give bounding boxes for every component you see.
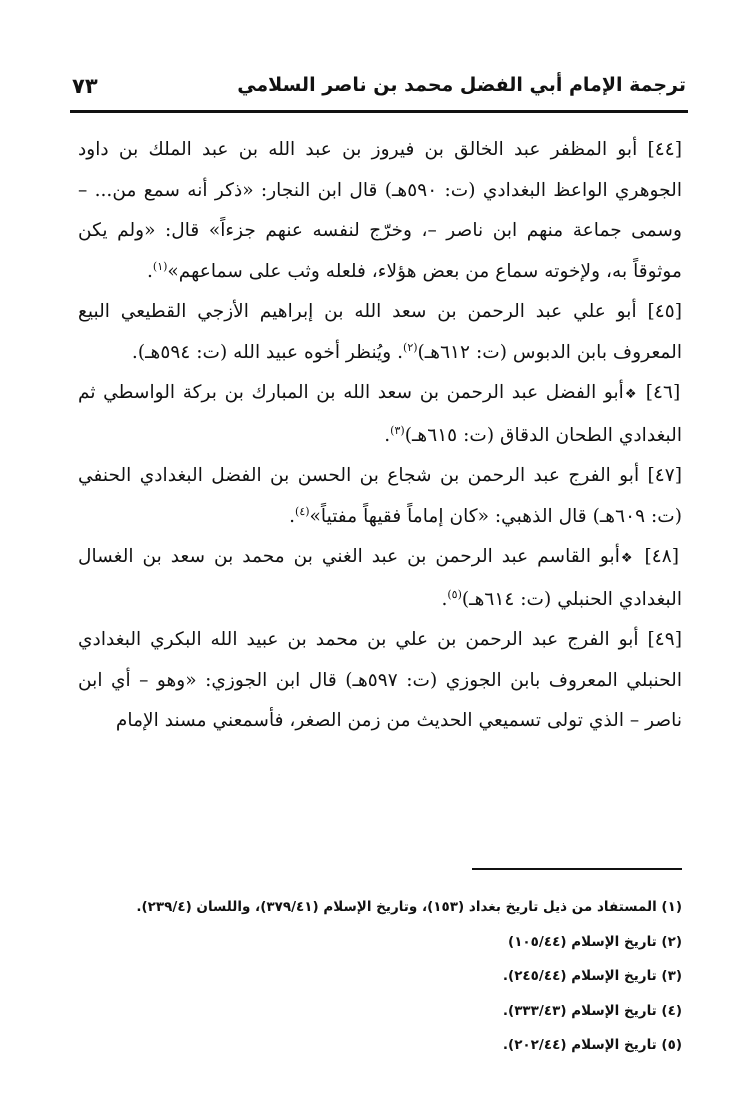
entry-text: أبو الفرج عبد الرحمن بن شجاع بن الحسن بن الفضل البغدادي الحنفي (ت: ٦٠٩هـ) قال الذهبي: «كان إماماً فقيهاً مفتياً» [78, 465, 682, 527]
entry-tail: . [146, 260, 153, 282]
entry-number: [٤٥] [647, 301, 682, 322]
footnote-ref: (٢) [403, 340, 418, 354]
footnote-separator [472, 868, 682, 870]
entry-text: أبو الفضل عبد الرحمن بن سعد الله بن المبارك بن بركة الواسطي ثم البغدادي الطحان الدقاق (ت: ٦١٥هـ) [78, 382, 682, 446]
star-marker-icon: ❖ [620, 551, 636, 566]
footnote-ref: (٣) [390, 423, 405, 437]
entry-tail: . ويُنظر أخوه عبيد الله (ت: ٥٩٤هـ). [131, 341, 404, 363]
entry-number: [٤٤] [647, 139, 682, 160]
entry-47 [78, 456, 682, 537]
entry-number: [٤٧] [647, 465, 682, 486]
entry-text: أبو المظفر عبد الخالق بن فيروز بن عبد الله بن عبد الملك بن داود الجوهري الواعظ البغدادي (ت: ٥٩٠هـ) قال ابن النجار: «ذكر أنه سمع من... – وسمى جماعة منهم ابن ناصر –، وخرّج لنفسه عنهم جزءاً» قال: «ولم يكن موثوقاً به، ولإخوته سماع من بعض هؤلاء، فلعله وثب على سماعهم» [78, 139, 682, 282]
footnote-1: (١) المستفاد من ذيل تاريخ بغداد (١٥٣)، وتاريخ الإسلام (٣٧٩/٤١)، واللسان (٢٣٩/٤). [136, 899, 682, 915]
entry-tail: . [441, 588, 448, 610]
footnotes [70, 890, 682, 1063]
footnote-ref: (٥) [447, 587, 462, 601]
page-number: ٧٣ [72, 74, 98, 98]
entry-number: [٤٦] [645, 382, 681, 403]
footnote-4: (٤) تاريخ الإسلام (٣٣٣/٤٣). [502, 1002, 682, 1019]
entry-tail: . [289, 505, 296, 527]
footnote-3: (٣) تاريخ الإسلام (٢٤٥/٤٤). [502, 968, 682, 984]
entry-48 [78, 537, 682, 620]
entry-46 [78, 373, 682, 456]
entry-text: أبو الفرج عبد الرحمن بن علي بن محمد بن عبيد الله البكري البغدادي الحنبلي المعروف بابن الجوزي (ت: ٥٩٧هـ) قال ابن الجوزي: «وهو – أي ابن ناصر – الذي تولى تسميعي الحديث من زمن الصغر، فأسمعني مسند الإمام [78, 629, 682, 731]
entry-45 [78, 292, 682, 373]
entry-49 [78, 620, 682, 742]
header-rule [70, 110, 688, 113]
footnote-ref: (١) [152, 259, 168, 273]
footnote-2: (٢) تاريخ الإسلام (١٠٥/٤٤) [508, 933, 682, 950]
footnote-5: (٥) تاريخ الإسلام (٢٠٢/٤٤). [502, 1037, 682, 1053]
entry-number: [٤٨] [644, 546, 679, 567]
star-marker-icon: ❖ [624, 387, 639, 402]
main-text [78, 130, 682, 742]
entry-44 [78, 130, 682, 292]
entry-number: [٤٩] [647, 629, 682, 650]
page-header [72, 66, 686, 106]
entry-text: أبو القاسم عبد الرحمن بن عبد الغني بن محمد بن سعد بن الغسال البغدادي الحنبلي (ت: ٦١٤هـ) [78, 546, 682, 610]
footnote-ref: (٤) [295, 504, 310, 518]
entry-text: أبو علي عبد الرحمن بن سعد الله بن إبراهيم الأزجي القطيعي البيع المعروف بابن الدبوس (ت: ٦١٢هـ) [78, 301, 682, 363]
running-title: ترجمة الإمام أبي الفضل محمد بن ناصر السلامي [237, 74, 686, 96]
entry-tail: . [384, 424, 391, 446]
